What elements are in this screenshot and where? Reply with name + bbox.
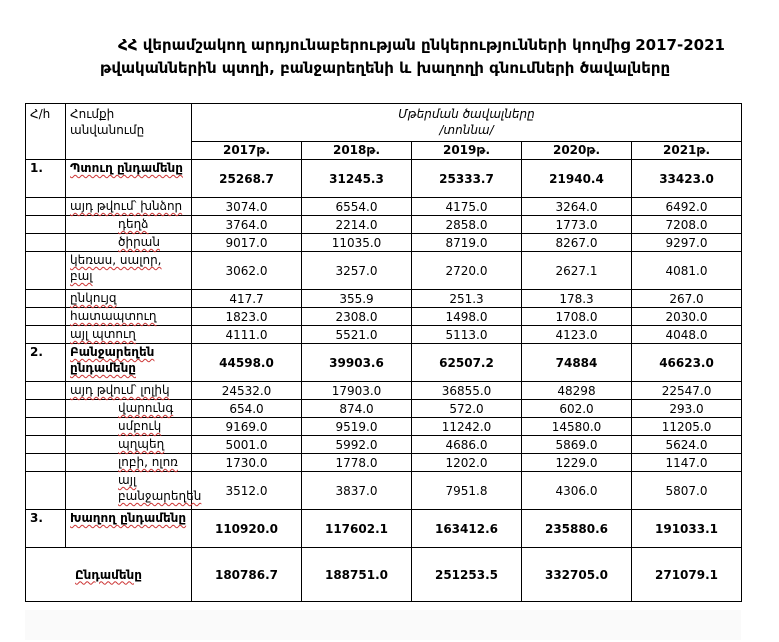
value-cell: 2858.0 bbox=[412, 216, 522, 234]
header-group-line-2: /տոննա/ bbox=[439, 123, 494, 137]
value-cell: 5521.0 bbox=[302, 326, 412, 344]
value-cell: 48298 bbox=[522, 382, 632, 400]
row-number bbox=[26, 290, 66, 308]
value-cell: 5807.0 bbox=[632, 472, 742, 510]
row-name bbox=[66, 454, 192, 472]
header-year: 2018թ. bbox=[302, 142, 412, 160]
value-cell: 8267.0 bbox=[522, 234, 632, 252]
row-number bbox=[26, 198, 66, 216]
table-row bbox=[26, 510, 742, 548]
value-cell: 9297.0 bbox=[632, 234, 742, 252]
header-year: 2017թ. bbox=[192, 142, 302, 160]
value-cell: 874.0 bbox=[302, 400, 412, 418]
row-name bbox=[66, 344, 192, 382]
row-name-text: Բանջարեղեն ընդամենը bbox=[70, 345, 155, 375]
value-cell: 267.0 bbox=[632, 290, 742, 308]
row-name-text: լոբի, ոլոռ bbox=[118, 455, 178, 469]
row-number bbox=[26, 472, 66, 510]
header-name-line-1: Հումքի bbox=[70, 107, 115, 121]
row-name-text: դեղձ bbox=[118, 217, 149, 231]
row-name bbox=[66, 436, 192, 454]
row-number bbox=[26, 400, 66, 418]
value-cell: 17903.0 bbox=[302, 382, 412, 400]
value-cell: 180786.7 bbox=[192, 548, 302, 602]
value-cell: 572.0 bbox=[412, 400, 522, 418]
value-cell: 3264.0 bbox=[522, 198, 632, 216]
table-row bbox=[26, 436, 742, 454]
row-number: 3. bbox=[26, 510, 66, 548]
table-row bbox=[26, 252, 742, 290]
value-cell: 191033.1 bbox=[632, 510, 742, 548]
value-cell: 417.7 bbox=[192, 290, 302, 308]
row-number bbox=[26, 216, 66, 234]
row-number bbox=[26, 326, 66, 344]
row-number: 1. bbox=[26, 160, 66, 198]
row-name bbox=[66, 400, 192, 418]
value-cell: 2030.0 bbox=[632, 308, 742, 326]
value-cell: 4123.0 bbox=[522, 326, 632, 344]
value-cell: 21940.4 bbox=[522, 160, 632, 198]
value-cell: 3512.0 bbox=[192, 472, 302, 510]
value-cell: 117602.1 bbox=[302, 510, 412, 548]
value-cell: 7951.8 bbox=[412, 472, 522, 510]
value-cell: 1773.0 bbox=[522, 216, 632, 234]
value-cell: 39903.6 bbox=[302, 344, 412, 382]
value-cell: 1778.0 bbox=[302, 454, 412, 472]
value-cell: 2627.1 bbox=[522, 252, 632, 290]
value-cell: 355.9 bbox=[302, 290, 412, 308]
value-cell: 74884 bbox=[522, 344, 632, 382]
value-cell: 5869.0 bbox=[522, 436, 632, 454]
value-cell: 1730.0 bbox=[192, 454, 302, 472]
table-row bbox=[26, 234, 742, 252]
table-row bbox=[26, 548, 742, 602]
table-row bbox=[26, 216, 742, 234]
value-cell: 4048.0 bbox=[632, 326, 742, 344]
row-name bbox=[26, 548, 192, 602]
value-cell: 22547.0 bbox=[632, 382, 742, 400]
value-cell: 4111.0 bbox=[192, 326, 302, 344]
row-number bbox=[26, 308, 66, 326]
title-line-2: թվականներին պտղի, բանջարեղենի և խաղողի գնումների ծավալները bbox=[100, 59, 671, 77]
value-cell: 251.3 bbox=[412, 290, 522, 308]
row-name bbox=[66, 326, 192, 344]
header-year: 2021թ. bbox=[632, 142, 742, 160]
row-name bbox=[66, 198, 192, 216]
value-cell: 5001.0 bbox=[192, 436, 302, 454]
row-number bbox=[26, 454, 66, 472]
value-cell: 11035.0 bbox=[302, 234, 412, 252]
value-cell: 4686.0 bbox=[412, 436, 522, 454]
value-cell: 31245.3 bbox=[302, 160, 412, 198]
row-name bbox=[66, 234, 192, 252]
row-name-text: Ընդամենը bbox=[75, 567, 142, 582]
row-name bbox=[66, 216, 192, 234]
value-cell: 4306.0 bbox=[522, 472, 632, 510]
value-cell: 9169.0 bbox=[192, 418, 302, 436]
table-row bbox=[26, 454, 742, 472]
value-cell: 251253.5 bbox=[412, 548, 522, 602]
value-cell: 44598.0 bbox=[192, 344, 302, 382]
value-cell: 9519.0 bbox=[302, 418, 412, 436]
header-year: 2019թ. bbox=[412, 142, 522, 160]
row-name bbox=[66, 308, 192, 326]
row-name-text: այլ պտուղ bbox=[70, 327, 136, 341]
header-group-line-1: Մթերման ծավալները bbox=[398, 107, 535, 121]
value-cell: 178.3 bbox=[522, 290, 632, 308]
row-name bbox=[66, 160, 192, 198]
row-name bbox=[66, 472, 202, 510]
value-cell: 2308.0 bbox=[302, 308, 412, 326]
row-name-text: Պտուղ ընդամենը bbox=[70, 161, 183, 175]
value-cell: 25268.7 bbox=[192, 160, 302, 198]
row-name-text: այլ բանջարեղեն bbox=[118, 473, 202, 503]
value-cell: 3074.0 bbox=[192, 198, 302, 216]
row-name-text: կեռաս, սալոր, բալ bbox=[70, 253, 162, 283]
header-name-line-2: անվանումը bbox=[70, 123, 145, 137]
value-cell: 602.0 bbox=[522, 400, 632, 418]
row-name-text: Խաղող ընդամենը bbox=[70, 511, 187, 525]
value-cell: 3062.0 bbox=[192, 252, 302, 290]
table-row bbox=[26, 344, 742, 382]
value-cell: 1229.0 bbox=[522, 454, 632, 472]
row-number bbox=[26, 234, 66, 252]
table-row bbox=[26, 290, 742, 308]
value-cell: 4081.0 bbox=[632, 252, 742, 290]
value-cell: 654.0 bbox=[192, 400, 302, 418]
header-name bbox=[66, 104, 192, 160]
value-cell: 2214.0 bbox=[302, 216, 412, 234]
row-number bbox=[26, 436, 66, 454]
row-name bbox=[66, 382, 192, 400]
value-cell: 1147.0 bbox=[632, 454, 742, 472]
table-row bbox=[26, 308, 742, 326]
table-row bbox=[26, 382, 742, 400]
value-cell: 5624.0 bbox=[632, 436, 742, 454]
row-name-text: այդ թվում՝ լոլիկ bbox=[70, 383, 170, 397]
row-name bbox=[66, 290, 192, 308]
value-cell: 9017.0 bbox=[192, 234, 302, 252]
value-cell: 4175.0 bbox=[412, 198, 522, 216]
row-number bbox=[26, 418, 66, 436]
row-name-text: ծիրան bbox=[118, 235, 160, 249]
value-cell: 25333.7 bbox=[412, 160, 522, 198]
value-cell: 1498.0 bbox=[412, 308, 522, 326]
row-name-text: վարունգ bbox=[118, 401, 174, 415]
value-cell: 2720.0 bbox=[412, 252, 522, 290]
value-cell: 332705.0 bbox=[522, 548, 632, 602]
value-cell: 3764.0 bbox=[192, 216, 302, 234]
header-year: 2020թ. bbox=[522, 142, 632, 160]
row-name-text: այդ թվում՝ խնձոր bbox=[70, 199, 183, 213]
value-cell: 1708.0 bbox=[522, 308, 632, 326]
value-cell: 62507.2 bbox=[412, 344, 522, 382]
value-cell: 3257.0 bbox=[302, 252, 412, 290]
value-cell: 6492.0 bbox=[632, 198, 742, 216]
row-name bbox=[66, 510, 192, 548]
value-cell: 188751.0 bbox=[302, 548, 412, 602]
value-cell: 11205.0 bbox=[632, 418, 742, 436]
row-name-text: սմբուկ bbox=[118, 419, 162, 433]
table-row bbox=[26, 472, 742, 510]
value-cell: 235880.6 bbox=[522, 510, 632, 548]
value-cell: 7208.0 bbox=[632, 216, 742, 234]
header-row-1 bbox=[26, 104, 742, 142]
value-cell: 46623.0 bbox=[632, 344, 742, 382]
value-cell: 3837.0 bbox=[302, 472, 412, 510]
table-row bbox=[26, 400, 742, 418]
header-number: Հ/h bbox=[26, 104, 66, 160]
value-cell: 36855.0 bbox=[412, 382, 522, 400]
value-cell: 33423.0 bbox=[632, 160, 742, 198]
row-name bbox=[66, 252, 192, 290]
value-cell: 293.0 bbox=[632, 400, 742, 418]
value-cell: 14580.0 bbox=[522, 418, 632, 436]
row-name-text: պղպեղ bbox=[118, 437, 165, 451]
table-row bbox=[26, 198, 742, 216]
row-number: 2. bbox=[26, 344, 66, 382]
value-cell: 5113.0 bbox=[412, 326, 522, 344]
value-cell: 8719.0 bbox=[412, 234, 522, 252]
procurement-table bbox=[25, 103, 742, 602]
row-name-text: հատապտուղ bbox=[70, 309, 157, 323]
value-cell: 1823.0 bbox=[192, 308, 302, 326]
value-cell: 5992.0 bbox=[302, 436, 412, 454]
row-number bbox=[26, 252, 66, 290]
title-line-1: ՀՀ վերամշակող արդյունաբերության ընկերությունների կողմից 2017-2021 bbox=[118, 36, 725, 54]
value-cell: 271079.1 bbox=[632, 548, 742, 602]
row-name-text: ընկույզ bbox=[70, 291, 117, 305]
row-name bbox=[66, 418, 192, 436]
table-row bbox=[26, 418, 742, 436]
value-cell: 110920.0 bbox=[192, 510, 302, 548]
value-cell: 11242.0 bbox=[412, 418, 522, 436]
value-cell: 163412.6 bbox=[412, 510, 522, 548]
value-cell: 6554.0 bbox=[302, 198, 412, 216]
table-row bbox=[26, 160, 742, 198]
value-cell: 24532.0 bbox=[192, 382, 302, 400]
table-row bbox=[26, 326, 742, 344]
row-number bbox=[26, 382, 66, 400]
page-footer-area bbox=[25, 610, 741, 640]
value-cell: 1202.0 bbox=[412, 454, 522, 472]
document-title bbox=[100, 34, 740, 80]
header-group bbox=[192, 104, 742, 142]
